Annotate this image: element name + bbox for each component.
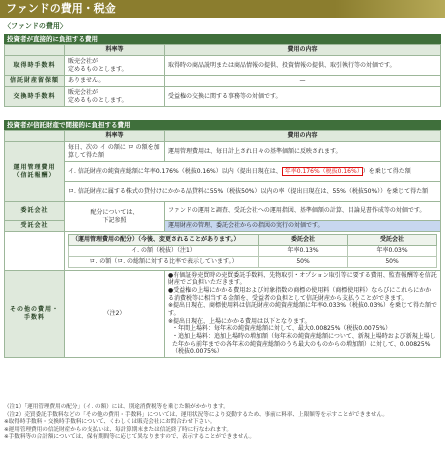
- alloc-head: （運用管理費用の配分）（今後、変更されることがあります。）: [69, 235, 259, 246]
- row-content: 取得時の商品説明または商品情報の提供、投資情報の提供、取引執行等の対価です。: [165, 56, 441, 76]
- list-item: ※提出日現在、商標使用料は信託財産の純資産総額に年率0.033%（税抜0.03%）を乗じて得た額です。: [168, 302, 437, 317]
- table-row: [5, 87, 441, 107]
- indirect-cost-section: [4, 120, 441, 358]
- direct-cost-table: [4, 44, 441, 107]
- other-row: [5, 270, 441, 357]
- mgmt-rate-2: [65, 162, 441, 182]
- indirect-col-rate: 料率等: [65, 131, 165, 142]
- other-fee-content: [165, 270, 441, 357]
- table-row: [69, 246, 437, 257]
- itaku-row: [5, 202, 441, 221]
- footnote: ※運用管理費用の信託財産からの支払いは、毎計算期末または信託終了時に行なわれます。: [4, 426, 232, 433]
- direct-col-rate: 料率等: [65, 45, 165, 56]
- row-content: —: [165, 76, 441, 87]
- alloc-row-v2: 50%: [348, 256, 437, 267]
- table-row: [5, 76, 441, 87]
- indirect-col-blank: [5, 131, 65, 142]
- mgmt-rate-1: 毎日、次の イ の額に ロ の額を加算して得た額: [65, 142, 165, 162]
- mgmt-row-2: [5, 162, 441, 182]
- indirect-col-content: 費用の内容: [165, 131, 441, 142]
- list-item: ●有価証券売買時の売買委託手数料、先物取引・オプション取引等に要する費用、監査報酬等を信託財産でご負担いただきます。: [168, 271, 437, 287]
- direct-cost-bar: 投資者が直接的に負担する費用: [4, 34, 441, 44]
- row-rate: 販売会社が 定めるものとします。: [65, 87, 165, 107]
- list-item: ・年間上場料：毎年末の純資産総額に対して、最大0.00825%（税抜0.0075%）: [172, 325, 392, 333]
- mgmt-rate-current: 年率0.176%（税抜0.16%）: [282, 167, 363, 176]
- mgmt-rate-2-text: イ. 信託財産の純資産総額に年率0.176%（税抜0.16%）以内（提出日現在は、: [68, 167, 282, 175]
- table-row: [69, 256, 437, 267]
- alloc-col-itaku: 委託会社: [259, 235, 348, 246]
- alloc-row-label: ロ. の額（ロ. の総額に対する比率で表示しています。）: [69, 256, 259, 267]
- alloc-row-v2: 年率0.03%: [348, 246, 437, 257]
- direct-col-blank: [5, 45, 65, 56]
- jutaku-content: 運用財産の管理、委託会社からの指図の実行の対価です。: [165, 221, 441, 232]
- itaku-content: ファンドの運用と調査、受託会社への運用指図、基準価額の計算、目論見書作成等の対価です。: [165, 202, 441, 221]
- mgmt-rate-2-tail: ）を乗じて得た額: [362, 167, 411, 175]
- table-row: [5, 56, 441, 76]
- footnote: ※手数料等の合計額については、保有期間等に応じて異なりますので、表示することができません。: [4, 434, 255, 441]
- other-fee-label: その他の費用・ 手数料: [5, 270, 65, 357]
- mgmt-content: 運用管理費用は、毎日計上され日々の基準価額に反映されます。: [165, 142, 441, 162]
- indirect-cost-table: [4, 130, 441, 358]
- header-accent: [335, 0, 445, 18]
- direct-cost-section: [4, 34, 441, 107]
- itaku-rate: 配分については、 下記参照: [65, 202, 165, 232]
- footnote: （注1）「運用管理費用の配分」（イ. の額）には、別途消費税等を乗じた額がかかります。: [4, 404, 229, 410]
- header-title: ファンドの費用・税金: [6, 2, 116, 15]
- alloc-row-label: イ. の額（税抜）（注1）: [69, 246, 259, 257]
- footnotes: [4, 404, 441, 442]
- alloc-row-v1: 50%: [259, 256, 348, 267]
- alloc-spacer: [5, 232, 65, 271]
- row-rate: ありません。: [65, 76, 165, 87]
- alloc-row-v1: 年率0.13%: [259, 246, 348, 257]
- other-fee-rate: （注2）: [65, 270, 165, 357]
- row-label: 取得時手数料: [5, 56, 65, 76]
- footnote: （注2）売買委託手数料などの「その他の費用・手数料」については、運用状況等により変動するため、事前に料率、上限額等を示すことができません。: [4, 411, 388, 418]
- direct-col-content: 費用の内容: [165, 45, 441, 56]
- row-content: 受益権の交換に関する事務等の対価です。: [165, 87, 441, 107]
- list-item: ●受益権の上場にかかる費用および対象指数の商標の使用料（商標使用料）ならびにこれらにかかる消費税等に相当する金額を、受益者の負担として信託財産から支払うことができます。: [168, 286, 432, 302]
- row-label: 信託財産留保額: [5, 76, 65, 87]
- alloc-row: [5, 232, 441, 271]
- itaku-label: 委託会社: [5, 202, 65, 221]
- alloc-table: [68, 234, 437, 268]
- list-item: ※提出日現在、上場にかかる費用は以下となります。: [168, 317, 311, 325]
- footnote: ※取得時手数料・交換時手数料について、くわしくは販売会社にお問合わせ下さい。: [4, 419, 216, 426]
- mgmt-row-3: [5, 182, 441, 202]
- mgmt-row-1: [5, 142, 441, 162]
- mgmt-fee-label: 運用管理費用 （信託報酬）: [5, 142, 65, 202]
- list-item: ・追加上場料：追加上場時の増加額（毎年末の純資産総額について、新規上場時および新規上場した年から前年までの各年末の純資産総額のうち最大のものからの増加額）に対して、0.00825%（税抜0.0075%）: [172, 332, 436, 356]
- alloc-cell: [65, 232, 441, 271]
- alloc-col-jutaku: 受託会社: [348, 235, 437, 246]
- fund-cost-subtitle: 〈ファンドの費用〉: [4, 22, 67, 30]
- jutaku-label: 受託会社: [5, 221, 65, 232]
- indirect-cost-bar: 投資者が信託財産で間接的に負担する費用: [4, 120, 441, 130]
- mgmt-rate-3: ロ. 信託財産に属する株式の貸付けにかかる品貸料に55%（税抜50%）以内の率（提出日現在は、55%（税抜50%））を乗じて得た額: [65, 182, 441, 202]
- row-rate: 販売会社が 定めるものとします。: [65, 56, 165, 76]
- row-label: 交換時手数料: [5, 87, 65, 107]
